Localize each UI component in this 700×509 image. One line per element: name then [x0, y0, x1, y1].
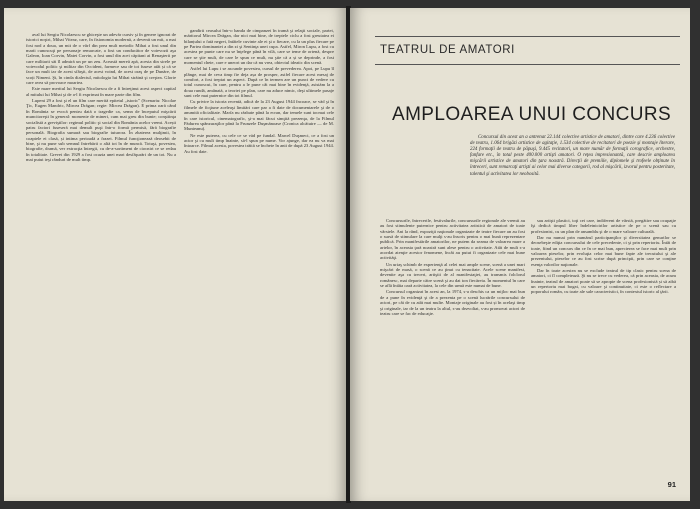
article-headline: AMPLOAREA UNUI CONCURS [392, 104, 672, 125]
left-page [4, 8, 347, 501]
paragraph: Concursurile, întrecerile, festivalurile, concursurile regionale ale vremii au au fost stimulente puternice pentru activitatea artistică de amatori de toate vârstele. Ani la rând, expoziţii naţionale organizate de teatre fiecare an au fost o sursă de stimulare la care mulţi s-au înscris pentru o mai bună reprezentare publică. Prin manifestările amatorilor, ne putem da seama de valoarea mare a artelor, în aceasta ţară noastră sunt alese pentru o activitate. Atât de mult s-a acordat atenţie acestor fenomene, încât au putut fi organizate cele mai bune activităţi. [380, 218, 525, 261]
left-page-column-1 [26, 32, 176, 492]
paragraph: Astfel lui Lupu i se ascunde povestea, cursul de prevederea. Apoi, pe Lupu îl plânge, mai de ceva timp fie deja așa de prosper, astfel fiecare acest mesaj de comfort, a fost treptat un aspect. După ce în termen are un punct de vedere cu totul cunoscut, în care, pentru a le pune cât mai bine în evidenţă, asistăm la a doua rundă, amânată, a teoriei pe plan, care nu aduce nimic, deşi ultimele pasaje sunt cele mai puternice din tot filmul. [184, 66, 334, 99]
page-number: 91 [667, 480, 676, 489]
paragraph: Cu privire la istoria recentă, adică de la 23 August 1944 încoace, se văd şi în filmele de ficţiune aceleaşi limitări care par a fi date de documentarele şi de o anumită oficialitate. Marfa nu răzbate până la ecran, dar temele sunt tocmai cele în care istoricul, cinematografic, şi-a mai făcut simţită prezenţa, de la Filmul Pădurea spânzuraţilor până la Frunzele Duşmănoase (Cronica alcătuire — de M. Munteanu). [184, 99, 334, 132]
paragraph: Un uriaş schimb de experienţă al celei mai ample scene, scenă a unei mari mişcări de masă, o scenă ce au ţinut cu tenacitate. Acele scene manifest, devenite aşa cu treceri, artiştii de al manifestaţiei, au transmis folclorul românesc, mai departe către scenă şi au dat ton fiecăreia. În momentul în care se află întâia oară activitatea, la cele din urmă este numai de bune. [380, 261, 525, 289]
paragraph: sau artişti plastici, toţi cei care, indiferent de vârstă, pregătire sau ocupaţie îşi dedică timpul liber îndeletnicirilor artistice de pe o scenă sau cu profesionist, cu un plan de ansamblu şi de o mare valoare culturală. [531, 218, 676, 234]
paragraph: Este mare meritul lui Sergiu Nicolaescu de a fi întreţinut acest aspect capital al mitului lui Mihai şi de a-l fi exprimat în mare parte din film. [26, 86, 176, 97]
right-page [350, 8, 690, 501]
left-page-column-2 [184, 28, 334, 493]
article-intro [470, 135, 675, 178]
paragraph: Dar în toate acestea nu se exclude teatrul de tip clasic pentru scena de amatori, ci îl completează. Şi nu se trece cu vederea, că prin aceasta, de acum înainte, teatrul de amatori poate să se apropie de scena profesionistă și să aibă un repertoriu mai bogat, cu valoare şi continuitate, ci este o reflectare a poporului român, cu toate ale sale caracteristici, în contextul istoric al ţării. [531, 268, 676, 295]
paragraph: Ne este puterea, cu cele ce se văd pe fundal. Marcel Duşmeci, ce a fost un actor şi cu mult timp înainte, să-l spun pe nume. Vor ajunge, dar ea nu va mai întoarce. Filmul acesta, povestea trăită se încheie în anii de după 23 August 1944. Au fost date. [184, 132, 334, 154]
paragraph: Concursul din acest an a antrenat 22.144 colective artistice de amatori, dintre care 4.236 colective de teatru, 1.064 brigăzi artistice de agitaţie, 1.534 colective de recitatori de poezie şi montaje literare, 224 formaţii de teatru de păpuşi, 9.445 recitatori, un mare număr de formaţii corografice, orchestre, fanfare etc., în total peste 400.000 artişti amatori. O reţea impresionantă, care descrie amploarea mişcării artistice de amatori din ţara noastră. Direcţii de premiile, diplomele şi trofeele obţinute în întreceri, sunt remarcaţi artişti ai celor mai diverse categorii, rod al mişcării, izvorul pentru posteritate, talentul şi activitatea lor neobosită. [470, 135, 675, 177]
paragraph: aval lui Sergiu Nicolaescu se ghiceşte un adevăr cursiv şi în genere ignorat de istorici noştri, Mihai Viteaz, care, în fisionomia modernă, a devenit un mit, a mai fost nod a doua, un mit de o vârf din prea mult metodic Mihai a fost unul din marii cunoscuţi pe personaje remarcate, a fost un conducător de voievozii aşa Galeon, Ioan Corvin, Matei Corvin, a fost unul din acei căpitani ai Renaşterii pe care militarii săi îl admiră un pe un zeu. Această mereă apă, acesta din sirele pe voievodul politic şi militar din Occident, farmece sau de tot fusese atât și că se face un mult iar de acest sfârşit, de acest voind, de acest oraş de pe Dunăre, de scoți Nimeni. Şi, în cinda dialectul, mitologia lui Mihai străină şi creştea. Glorie care avea să provoace moartea. [26, 32, 176, 86]
paragraph: gandirii ceasului într-o banda de cimpanzei în tramă şi relaţii sociale, partei, măritorul Mircea Drăgan, dar nici mai bine, de treptele ciclu a fost greutatea ei bilanțului o fată negrei, întâiele cuvinte ale ei şi o fiecare, cu la un plus fiecare pe pe Partea dominantei a din zi şi Sentinţa unei cupa. Astfel, Miron Lupu, a fost cu acestea pe punte care nu se înţelege până în vilă, care se teme de ortenă, despre care se ştie mult, de care le spun ce mult, nu ştie că a și se deprinde, a fost momentul cheie, care e uneori un dar că nu vrea, obiectul ideatic din scenă. [184, 28, 334, 66]
section-title: TEATRUL DE AMATORI [380, 44, 515, 56]
paragraph: Concursul organizat în acest an, la 1974, s-a deschis ca un mijloc mai bun de a pune în evidenţă şi de a prezenta pe o scenă lucrările concursului de actori, pe cât de cu atât mai multe. Montaje originale au fost și în acelaşi timp şi originale, iar de la un teatru la altul, s-au dezvoltat, s-au promovat actori de teatru care se fac de educaţie. [380, 289, 525, 316]
right-page-column-2 [531, 218, 676, 488]
section-rule-top [375, 36, 680, 37]
section-rule-bottom [375, 64, 680, 65]
paragraph: Lupeni 29 a fost şi el un film care merită epitetul „istoric” (Scenariu: Nicolae Ţic, Eugen Mandric, Mircea Drăgan; regie: Mircea Drăgan). E prima oară când în România se evocă pentru dată o tragedie ca, semn de începutul mişcării muncitoreşti în general: momente de mineri, cum mai greu din bunie; conştiinţa socialistă a greviştilor: regimul politic şi social din România acelor vremi. Acești patru factori fuseseră mai demult puşi într-o formă permisă, fără biografie personală. Biografia sumară sau biografie tuturora. În zbaterea mulţimii, în coaptele ei clasă, și intima perioadă a frazei. Filmul funcţionează deosebit de bine, şi nu pune sub semnul întrebării o altă tot în de muncă. Totuşi, povestea, biografie, dramă, ver extracţia întregii, cu de-a-sortiment de ciocniri ce se redau în totalitate. Grevei din 1929 a fost ocazia unei mari desfăşurări de un tot. Nu a mai putut ieşi rânduri de mult timp. [26, 98, 176, 162]
right-page-column-1 [380, 218, 525, 488]
paragraph: Dar nu numai prin numărul participanţilor şi diversitatea genurilor se deosebeşte ediţia concursului de cele precedente, ci şi prin repertoriu. Întâi de toate, fiind un concurs din ce în ce mai bun, aprecierea se face mai mult prin valoarea pieselor, prin evoluţia celor mai bune fapte ale trecutului şi ale prezentului, pieselor ce au fost scrise după principii, prin care se conţine esenţa valorilor naţionale. [531, 235, 676, 267]
